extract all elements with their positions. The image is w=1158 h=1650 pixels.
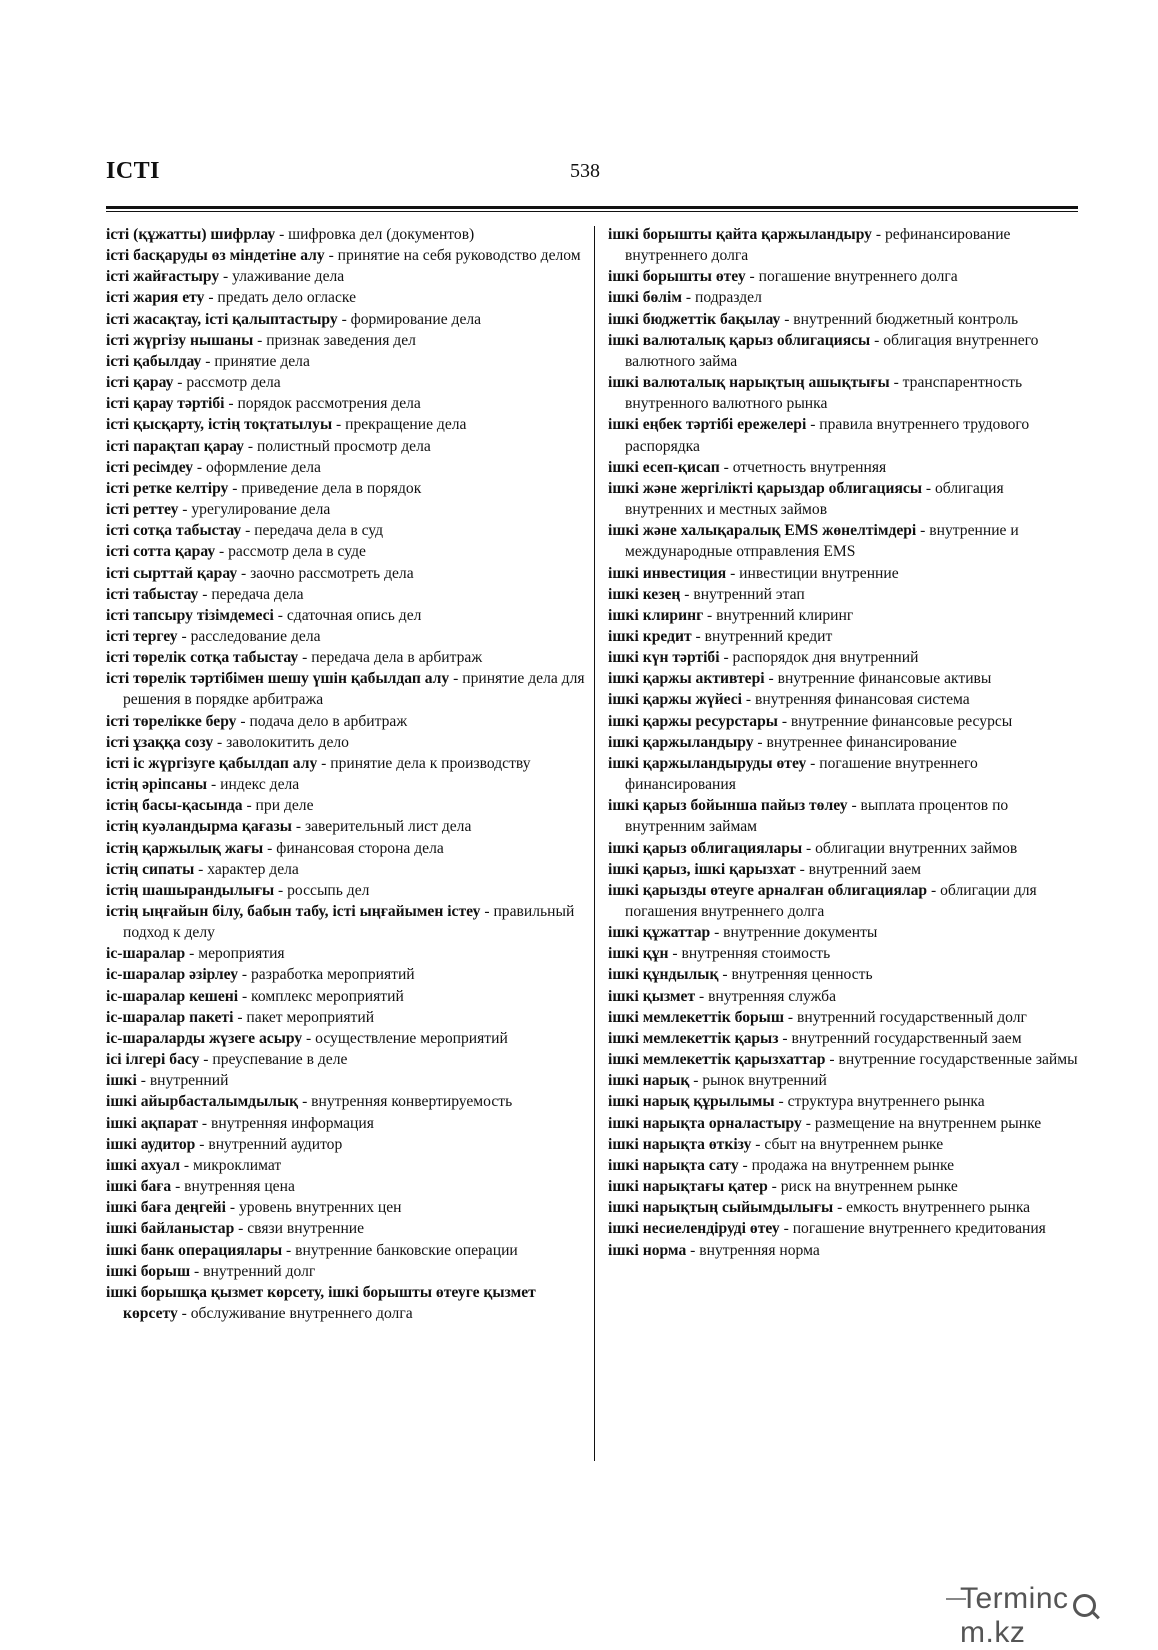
right-column — [608, 224, 1083, 1261]
entry-term: істі жасақтау, істі қалыптастыру — [106, 310, 338, 328]
entry-definition: - принятие дела — [201, 352, 310, 370]
entry-term: ішкі нарықта орналастыру — [608, 1114, 802, 1132]
entry-term: істі сырттай қарау — [106, 564, 238, 582]
entry-definition: - отчетность внутренняя — [719, 458, 887, 476]
dictionary-entry — [608, 330, 1083, 372]
entry-definition: - погашение внутреннего кредитования — [779, 1220, 1046, 1238]
dictionary-entry — [106, 880, 586, 901]
dictionary-entry — [106, 224, 586, 245]
dictionary-entry — [106, 1113, 586, 1134]
entry-definition: - погашение внутреннего финансирования — [625, 754, 978, 794]
entry-term: істі қарау тәртібі — [106, 395, 225, 413]
entry-definition: - внутренние финансовые активы — [764, 670, 992, 688]
entry-definition: - правильный подход к делу — [123, 903, 575, 942]
entry-term: ішкі бюджеттік бақылау — [608, 310, 781, 328]
dictionary-entry — [106, 605, 586, 626]
dictionary-entry — [106, 753, 586, 774]
entry-definition: - рассмотр дела в суде — [215, 543, 366, 561]
entry-term: ішкі есеп-қисап — [608, 458, 720, 476]
entry-term: ішкі құн — [608, 945, 669, 963]
dictionary-entry — [608, 1176, 1083, 1197]
entry-term: ішкі аудитор — [106, 1135, 196, 1153]
entry-definition: - урегулирование дела — [178, 501, 331, 519]
entry-term: ісі ілгері басу — [106, 1051, 200, 1069]
entry-term: ішкі норма — [608, 1241, 687, 1259]
entry-definition: - внутренняя стоимость — [668, 945, 831, 963]
dictionary-entry — [608, 986, 1083, 1007]
entry-term: ішкі күн тәртібі — [608, 649, 720, 667]
dictionary-entry — [608, 457, 1083, 478]
dictionary-entry — [106, 1028, 586, 1049]
entry-definition: - комплекс мероприятий — [238, 987, 404, 1005]
entry-term: ішкі кезең — [608, 585, 681, 603]
dictionary-entry — [608, 266, 1083, 287]
entry-term: істі қарау — [106, 374, 174, 392]
entry-term: ішкі инвестиция — [608, 564, 727, 582]
entry-term: ішкі қызмет — [608, 987, 696, 1005]
page-number: 538 — [570, 160, 600, 182]
entry-term: істі (құжатты) шифрлау — [106, 226, 276, 243]
entry-definition: - облигации для погашения внутреннего долга — [625, 881, 1037, 920]
entry-definition: - сдаточная опись дел — [273, 606, 422, 624]
entry-term: ішкі қаржы жүйесі — [608, 691, 743, 709]
entry-definition: - внутренний государственный заем — [778, 1029, 1022, 1047]
entry-definition: - структура внутреннего рынка — [774, 1093, 985, 1111]
entry-term: ішкі борышқа қызмет көрсету, ішкі борышты өтеуге қызмет көрсету — [106, 1283, 536, 1322]
entry-definition: - передача дела в суд — [241, 522, 384, 540]
entry-term: іс-шаралар — [106, 945, 186, 963]
entry-definition: - полистный просмотр дела — [243, 437, 431, 455]
entry-term: ішкі бөлім — [608, 289, 683, 307]
entry-term: ішкі қарыз облигациялары — [608, 839, 803, 857]
dictionary-entry — [106, 1240, 586, 1261]
dictionary-entry — [608, 1134, 1083, 1155]
entry-term: ішкі қаржы ресурстары — [608, 712, 778, 730]
dictionary-entry — [106, 584, 586, 605]
entry-definition: - передача дела в арбитраж — [298, 649, 483, 667]
dictionary-entry — [106, 1282, 586, 1324]
dictionary-entry — [106, 1155, 586, 1176]
entry-definition: - внутренние банковские операции — [282, 1241, 518, 1259]
dictionary-entry — [608, 626, 1083, 647]
dictionary-entry — [106, 457, 586, 478]
entry-definition: - заочно рассмотреть дела — [237, 564, 414, 582]
entry-definition: - внутренние государственные займы — [825, 1051, 1078, 1069]
entry-definition: - правила внутреннего трудового распорядка — [625, 416, 1030, 455]
entry-definition: - продажа на внутреннем рынке — [738, 1156, 955, 1174]
entry-definition: - внутренняя финансовая система — [742, 691, 970, 709]
dictionary-entry — [106, 309, 586, 330]
entry-definition: - внутренний этап — [680, 585, 805, 603]
entry-term: істі тапсыру тізімдемесі — [106, 606, 274, 624]
dictionary-entry — [106, 668, 586, 710]
dictionary-entry — [608, 372, 1083, 414]
entry-definition: - выплата процентов по внутренним займам — [625, 797, 1009, 836]
dictionary-entry — [608, 922, 1083, 943]
entry-definition: - внутренний заем — [795, 860, 922, 878]
entry-definition: - улаживание дела — [219, 268, 345, 286]
dictionary-entry — [608, 563, 1083, 584]
dictionary-entry — [608, 1197, 1083, 1218]
left-column — [106, 224, 586, 1324]
entry-definition: - уровень внутренних цен — [226, 1199, 402, 1217]
dictionary-entry — [106, 245, 586, 266]
dictionary-entry — [106, 1049, 586, 1070]
entry-term: ішкі қарыз, ішкі қарызхат — [608, 860, 796, 878]
dictionary-entry — [106, 436, 586, 457]
entry-term: ішкі қарызды өтеуге арналған облигациялар — [608, 881, 928, 899]
entry-term: ішкі еңбек тәртібі ережелері — [608, 416, 807, 434]
entry-term: ішкі қаржы активтері — [608, 670, 765, 688]
entry-definition: - риск на внутреннем рынке — [767, 1178, 958, 1196]
dictionary-entry — [106, 1218, 586, 1239]
dictionary-entry — [608, 1007, 1083, 1028]
entry-term: істің қаржылық жағы — [106, 839, 264, 857]
dictionary-entry — [106, 478, 586, 499]
dictionary-entry — [608, 838, 1083, 859]
entry-definition: - емкость внутреннего рынка — [833, 1199, 1031, 1217]
dictionary-entry — [608, 605, 1083, 626]
dictionary-entry — [608, 1091, 1083, 1112]
entry-term: ішкі борыш — [106, 1262, 191, 1280]
dictionary-entry — [106, 1007, 586, 1028]
entry-term: ішкі және жергілікті қарыздар облигациясы — [608, 479, 922, 497]
dictionary-entry — [106, 499, 586, 520]
entry-definition: - порядок рассмотрения дела — [224, 395, 421, 413]
entry-definition: - рефинансирование внутреннего долга — [625, 226, 1011, 265]
entry-definition: - принятие на себя руководство делом — [324, 247, 581, 265]
header-rule-thin — [106, 211, 1078, 212]
entry-definition: - индекс дела — [207, 776, 300, 794]
entry-definition: - распорядок дня внутренний — [719, 649, 919, 667]
entry-definition: - заверительный лист дела — [291, 818, 472, 836]
entry-term: ішкі нарықта өткізу — [608, 1135, 752, 1153]
entry-definition: - внутренняя норма — [686, 1241, 820, 1259]
entry-term: істі табыстау — [106, 585, 199, 603]
dictionary-entry — [106, 393, 586, 414]
entry-term: ішкі қаржыландыруды өтеу — [608, 754, 807, 772]
dictionary-entry — [608, 414, 1083, 456]
entry-term: істің сипаты — [106, 860, 195, 878]
entry-definition: - пакет мероприятий — [233, 1008, 375, 1026]
dictionary-entry — [608, 1070, 1083, 1091]
dictionary-entry — [106, 964, 586, 985]
entry-definition: - размещение на внутреннем рынке — [801, 1114, 1042, 1132]
entry-term: іс-шаралар кешені — [106, 987, 239, 1005]
entry-term: ішкі қаржыландыру — [608, 733, 754, 751]
dictionary-entry — [106, 1134, 586, 1155]
entry-definition: - погашение внутреннего долга — [745, 268, 958, 286]
dictionary-entry — [608, 1240, 1083, 1261]
entry-term: істі қысқарту, істің тоқтатылуы — [106, 416, 333, 434]
entry-definition: - признак заведения дел — [253, 331, 416, 349]
dictionary-entry — [106, 711, 586, 732]
column-divider — [594, 226, 595, 1461]
dictionary-entry — [106, 838, 586, 859]
entry-term: ішкі нарық құрылымы — [608, 1093, 775, 1111]
entry-definition: - микроклимат — [180, 1156, 282, 1174]
entry-definition: - передача дела — [198, 585, 304, 603]
entry-term: ішкі ахуал — [106, 1156, 180, 1174]
dictionary-entry — [608, 1155, 1083, 1176]
entry-definition: - преуспевание в деле — [199, 1051, 348, 1069]
entry-definition: - формирование дела — [337, 310, 482, 328]
entry-term: істі қабылдау — [106, 352, 202, 370]
dictionary-entry — [106, 266, 586, 287]
dictionary-entry — [106, 795, 586, 816]
entry-definition: - внутренний долг — [190, 1262, 316, 1280]
dictionary-entry — [106, 986, 586, 1007]
page-header-word: ІСТІ — [106, 158, 161, 184]
entry-definition: - внутренняя ценность — [718, 966, 873, 984]
dictionary-entry — [106, 1197, 586, 1218]
dictionary-entry — [608, 795, 1083, 837]
entry-definition: - внутренний — [136, 1072, 229, 1090]
dictionary-entry — [608, 668, 1083, 689]
entry-definition: - финансовая сторона дела — [263, 839, 444, 857]
entry-term: ішкі мемлекеттік борыш — [608, 1008, 785, 1026]
entry-definition: - инвестиции внутренние — [726, 564, 899, 582]
entry-term: ішкі несиелендіруді өтеу — [608, 1220, 780, 1238]
entry-term: ішкі борышты қайта қаржыландыру — [608, 226, 872, 243]
entry-term: ішкі ақпарат — [106, 1114, 199, 1132]
entry-term: ішкі құжаттар — [608, 924, 711, 942]
entry-definition: - внутренний кредит — [691, 627, 833, 645]
entry-term: ішкі нарықта сату — [608, 1156, 739, 1174]
entry-term: істі тергеу — [106, 627, 178, 645]
dictionary-entry — [608, 520, 1083, 562]
entry-term: істі басқаруды өз міндетіне алу — [106, 247, 325, 265]
dictionary-entry — [106, 563, 586, 584]
dictionary-entry — [608, 880, 1083, 922]
entry-definition: - приведение дела в порядок — [228, 479, 422, 497]
dictionary-entry — [106, 647, 586, 668]
dictionary-entry — [608, 711, 1083, 732]
dictionary-entry — [608, 1049, 1083, 1070]
entry-term: ішкі құндылық — [608, 966, 719, 984]
dictionary-entry — [106, 901, 586, 943]
entry-definition: - оформление дела — [193, 458, 321, 476]
dictionary-entry — [608, 224, 1083, 266]
entry-definition: - внутренняя информация — [198, 1114, 374, 1132]
entry-definition: - внутренний бюджетный контроль — [780, 310, 1019, 328]
dictionary-entry — [608, 309, 1083, 330]
entry-definition: - внутренние финансовые ресурсы — [777, 712, 1013, 730]
entry-term: ішкі клиринг — [608, 606, 704, 624]
header-rule — [106, 206, 1078, 209]
dictionary-entry — [106, 732, 586, 753]
entry-term: істі ұзаққа созу — [106, 733, 214, 751]
entry-definition: - внутренняя конвертируемость — [298, 1093, 513, 1111]
entry-definition: - внутренний аудитор — [195, 1135, 343, 1153]
entry-definition: - осуществление мероприятий — [302, 1029, 508, 1047]
entry-definition: - облигация внутренних и местных займов — [625, 479, 1004, 519]
dictionary-entry — [106, 626, 586, 647]
entry-term: істің басы-қасында — [106, 797, 243, 815]
entry-term: істі жүргізу нышаны — [106, 331, 254, 349]
dictionary-entry — [106, 816, 586, 837]
entry-definition: - сбыт на внутреннем рынке — [751, 1135, 944, 1153]
magnifier-icon — [1073, 1594, 1096, 1617]
termincom-logo — [946, 1580, 1146, 1649]
dictionary-entry — [608, 1028, 1083, 1049]
entry-term: ішкі баға деңгейі — [106, 1199, 226, 1217]
dictionary-entry — [608, 753, 1083, 795]
entry-definition: - расследование дела — [177, 627, 321, 645]
entry-definition: - внутреннее финансирование — [753, 733, 957, 751]
dictionary-entry — [608, 584, 1083, 605]
dictionary-entry — [106, 1261, 586, 1282]
entry-term: ішкі байланыстар — [106, 1220, 235, 1238]
entry-term: ішкі валюталық нарықтың ашықтығы — [608, 374, 890, 392]
entry-term: істі төрелікке беру — [106, 712, 237, 730]
dictionary-entry — [106, 541, 586, 562]
dictionary-entry — [106, 943, 586, 964]
logo-text: Termincm.kz — [960, 1582, 1069, 1649]
entry-definition: - транспарентность внутренного валютного рынка — [625, 374, 1023, 413]
entry-term: ішкі нарықтағы қатер — [608, 1178, 768, 1196]
dictionary-entry — [106, 372, 586, 393]
entry-term: ішкі — [106, 1072, 137, 1090]
entry-definition: - подача дело в арбитраж — [236, 712, 408, 730]
entry-term: іс-шаралар пакеті — [106, 1008, 234, 1026]
entry-term: істі ресімдеу — [106, 458, 194, 476]
entry-definition: - внутренняя служба — [695, 987, 836, 1005]
entry-term: істің куәландырма қағазы — [106, 818, 292, 836]
entry-definition: - внутренний клиринг — [703, 606, 854, 624]
dictionary-entry — [608, 689, 1083, 710]
entry-term: ішкі кредит — [608, 627, 692, 645]
entry-term: істің әріпсаны — [106, 776, 208, 794]
dictionary-entry — [608, 732, 1083, 753]
entry-definition: - характер дела — [194, 860, 299, 878]
dictionary-entry — [608, 964, 1083, 985]
entry-definition: - при деле — [242, 797, 314, 815]
dictionary-entry — [106, 351, 586, 372]
entry-definition: - рассмотр дела — [173, 374, 281, 392]
entry-term: ішкі мемлекеттік қарыз — [608, 1029, 779, 1047]
entry-term: істі жария ету — [106, 289, 205, 307]
dictionary-entry — [608, 1218, 1083, 1239]
entry-term: істі реттеу — [106, 501, 179, 519]
entry-term: ішкі мемлекеттік қарызхаттар — [608, 1051, 826, 1069]
entry-term: ішкі нарық — [608, 1072, 690, 1090]
entry-term: істі сотта қарау — [106, 543, 216, 561]
entry-definition: - обслуживание внутреннего долга — [177, 1304, 413, 1322]
entry-definition: - шифровка дел (документов) — [275, 226, 475, 243]
entry-definition: - россыпь дел — [274, 881, 370, 899]
entry-term: ішкі баға — [106, 1178, 172, 1196]
entry-term: істің шашырандылығы — [106, 881, 275, 899]
entry-definition: - предать дело огласке — [204, 289, 357, 307]
dictionary-entry — [106, 414, 586, 435]
dictionary-entry — [608, 287, 1083, 308]
entry-definition: - прекращение дела — [332, 416, 467, 434]
dictionary-entry — [608, 1113, 1083, 1134]
entry-term: істі төрелік тәртібімен шешу үшін қабылдап алу — [106, 670, 450, 688]
entry-definition: - внутренние и международные отправления EMS — [625, 522, 1019, 561]
entry-term: іс-шараларды жүзеге асыру — [106, 1029, 303, 1047]
entry-definition: - облигация внутреннего валютного займа — [625, 331, 1039, 370]
dictionary-entry — [106, 1091, 586, 1112]
entry-definition: - разработка мероприятий — [238, 966, 415, 984]
entry-definition: - облигации внутренних займов — [802, 839, 1018, 857]
entry-term: істің ыңғайын білу, бабын табу, істі ыңғайымен істеу — [106, 903, 481, 920]
dictionary-entry — [608, 943, 1083, 964]
dictionary-entry — [608, 859, 1083, 880]
entry-term: ішкі банк операциялары — [106, 1241, 283, 1259]
entry-definition: - заволокитить дело — [213, 733, 349, 751]
entry-term: істі төрелік сотқа табыстау — [106, 649, 299, 667]
entry-definition: - внутренняя цена — [171, 1178, 295, 1196]
entry-term: ішкі валюталық қарыз облигациясы — [608, 331, 871, 349]
dictionary-entry — [608, 478, 1083, 520]
dictionary-entry — [106, 1070, 586, 1091]
entry-definition: - подраздел — [682, 289, 762, 307]
entry-definition: - рынок внутренний — [689, 1072, 827, 1090]
entry-term: істі ретке келтіру — [106, 479, 229, 497]
dictionary-entry — [106, 1176, 586, 1197]
dictionary-entry — [106, 287, 586, 308]
entry-term: іс-шаралар әзірлеу — [106, 966, 239, 984]
entry-term: ішкі айырбасталымдылық — [106, 1093, 299, 1111]
entry-definition: - внутренний государственный долг — [784, 1008, 1027, 1026]
dictionary-entry — [608, 647, 1083, 668]
entry-definition: - внутренние документы — [710, 924, 878, 942]
entry-term: істі іс жүргізуге қабылдап алу — [106, 754, 318, 772]
dictionary-entry — [106, 330, 586, 351]
entry-term: ішкі қарыз бойынша пайыз төлеу — [608, 797, 848, 815]
entry-term: ішкі борышты өтеу — [608, 268, 746, 286]
entry-term: істі парақтап қарау — [106, 437, 244, 455]
entry-term: істі жайғастыру — [106, 268, 220, 286]
entry-definition: - мероприятия — [185, 945, 285, 963]
entry-term: ішкі нарықтың сыйымдылығы — [608, 1199, 834, 1217]
dictionary-entry — [106, 774, 586, 795]
entry-definition: - принятие дела для решения в порядке арбитража — [123, 670, 585, 709]
entry-term: ішкі және халықаралық EMS жөнелтімдері — [608, 522, 917, 540]
dictionary-entry — [106, 859, 586, 880]
dictionary-entry — [106, 520, 586, 541]
entry-definition: - связи внутренние — [234, 1220, 365, 1238]
entry-term: істі сотқа табыстау — [106, 522, 242, 540]
entry-definition: - принятие дела к производству — [317, 754, 531, 772]
